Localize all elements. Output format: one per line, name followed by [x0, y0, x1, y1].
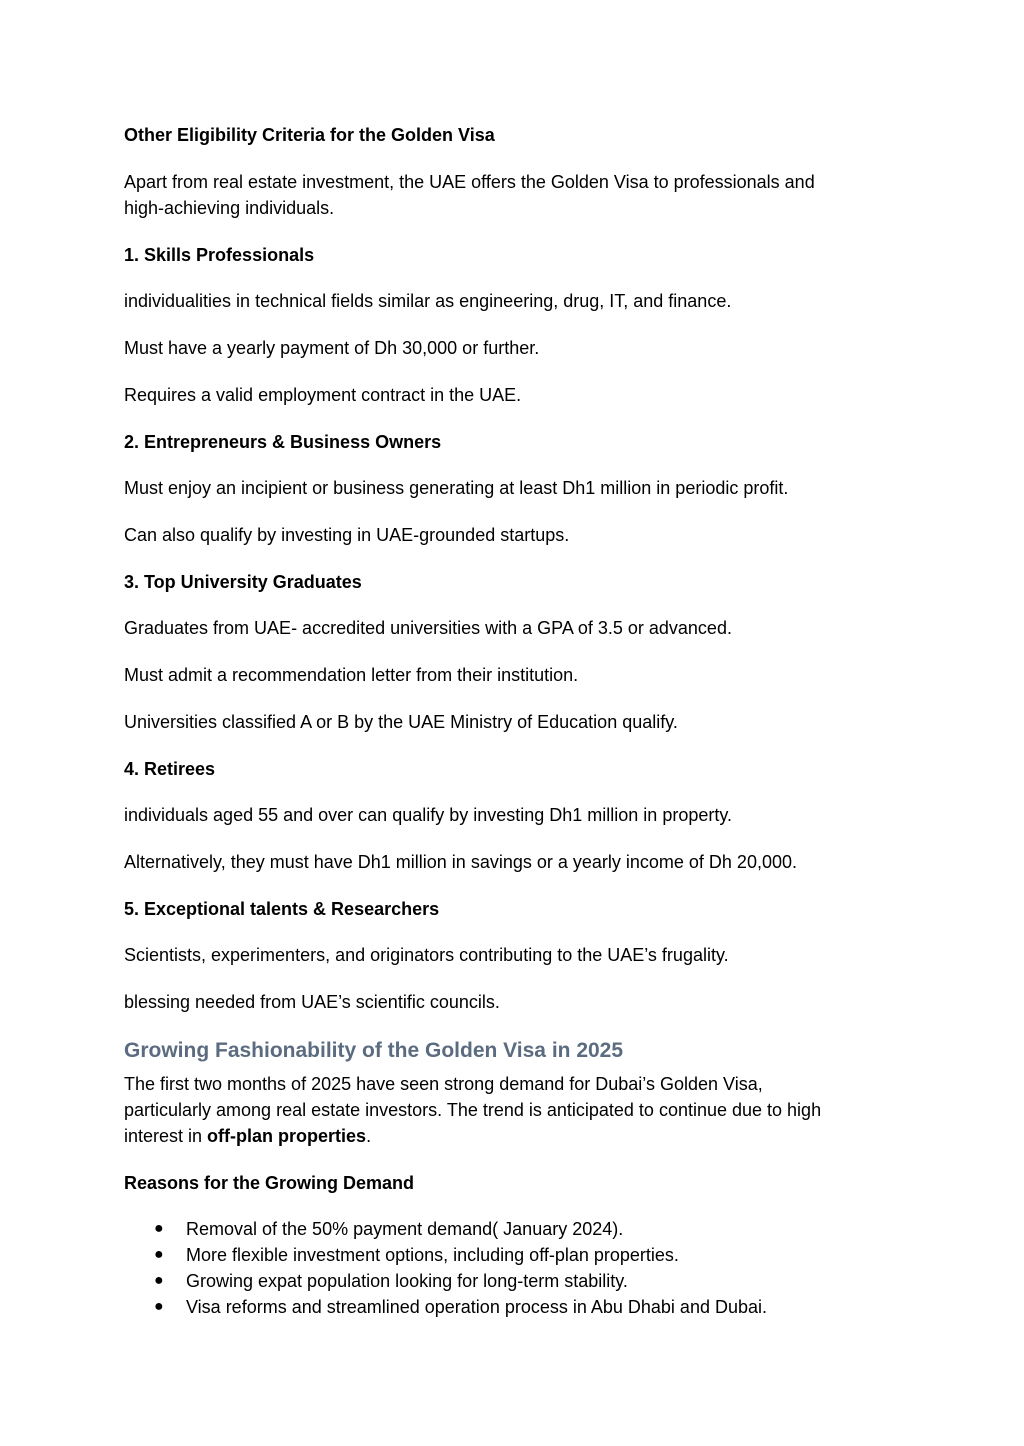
section-item: Alternatively, they must have Dh1 million in savings or a yearly income of Dh 20,000.: [124, 852, 797, 872]
section-title-skills-professionals: 1. Skills Professionals: [124, 245, 315, 265]
section-item: blessing needed from UAE’s scientific councils.: [124, 992, 500, 1012]
off-plan-properties-emphasis: off-plan properties: [207, 1126, 367, 1146]
bullet-icon: ●: [154, 1298, 164, 1315]
bullet-icon: ●: [154, 1246, 164, 1263]
section-item: Universities classified A or B by the UAE Ministry of Education qualify.: [124, 712, 678, 732]
intro-line-1: Apart from real estate investment, the UAE offers the Golden Visa to professionals and: [124, 172, 815, 192]
reasons-heading: Reasons for the Growing Demand: [124, 1173, 415, 1193]
list-item-text: Visa reforms and streamlined operation process in Abu Dhabi and Dubai.: [186, 1297, 768, 1317]
bullet-icon: ●: [154, 1272, 164, 1289]
list-item: [124, 1216, 767, 1242]
section-item: Can also qualify by investing in UAE-grounded startups.: [124, 525, 570, 545]
list-item: [124, 1294, 767, 1320]
section-item: Must enjoy an incipient or business generating at least Dh1 million in periodic profit.: [124, 478, 789, 498]
growing-line-3-prefix: interest in: [124, 1126, 208, 1146]
section-item: individuals aged 55 and over can qualify by investing Dh1 million in property.: [124, 805, 733, 825]
section-item: individualities in technical fields similar as engineering, drug, IT, and finance.: [124, 291, 732, 311]
growing-paragraph-line-2: particularly among real estate investors. The trend is anticipated to continue due to high: [124, 1100, 822, 1120]
growing-paragraph-line-3: [124, 1123, 371, 1149]
growing-line-3-suffix: .: [366, 1126, 372, 1146]
list-item-text: Growing expat population looking for long-term stability.: [186, 1271, 628, 1291]
bullet-icon: ●: [154, 1220, 164, 1237]
eligibility-heading: Other Eligibility Criteria for the Golden Visa: [124, 125, 495, 145]
list-item-text: Removal of the 50% payment demand( January 2024).: [186, 1219, 624, 1239]
growing-paragraph-line-1: The first two months of 2025 have seen strong demand for Dubai’s Golden Visa,: [124, 1074, 763, 1094]
section-title-talents-researchers: 5. Exceptional talents & Researchers: [124, 899, 440, 919]
list-item: [124, 1268, 767, 1294]
section-title-university-graduates: 3. Top University Graduates: [124, 572, 362, 592]
section-item: Must admit a recommendation letter from their institution.: [124, 665, 579, 685]
section-item: Requires a valid employment contract in the UAE.: [124, 385, 522, 405]
section-title-entrepreneurs: 2. Entrepreneurs & Business Owners: [124, 432, 442, 452]
list-item-text: More flexible investment options, including off-plan properties.: [186, 1245, 679, 1265]
section-item: Scientists, experimenters, and originators contributing to the UAE’s frugality.: [124, 945, 729, 965]
section-item: Graduates from UAE- accredited universities with a GPA of 3.5 or advanced.: [124, 618, 732, 638]
reasons-list: [124, 1216, 767, 1320]
section-title-retirees: 4. Retirees: [124, 759, 216, 779]
growing-heading: Growing Fashionability of the Golden Visa in 2025: [124, 1039, 624, 1062]
intro-line-2: high-achieving individuals.: [124, 198, 335, 218]
section-item: Must have a yearly payment of Dh 30,000 or further.: [124, 338, 540, 358]
list-item: [124, 1242, 767, 1268]
